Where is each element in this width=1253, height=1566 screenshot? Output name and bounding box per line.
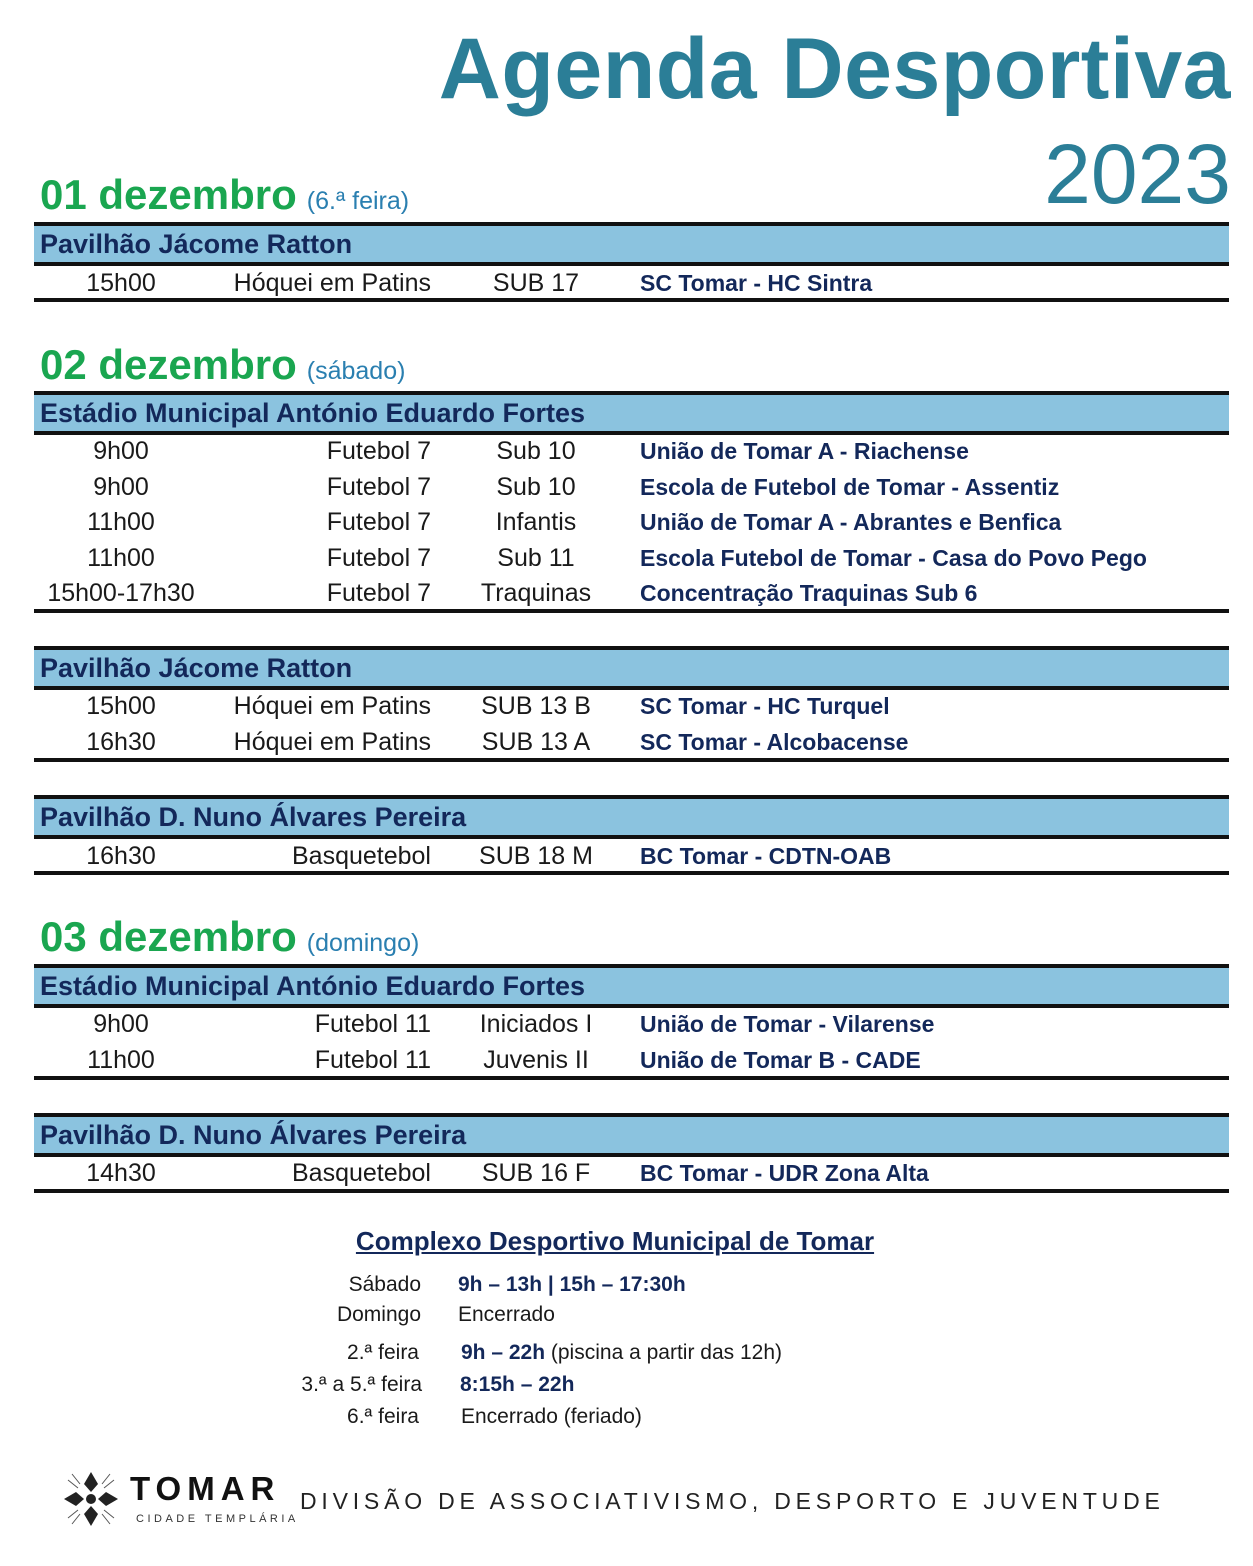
table-row bbox=[34, 541, 1229, 575]
hours-day: 3.ª a 5.ª feira bbox=[301, 1373, 422, 1396]
hours-time: 8:15h – 22h bbox=[460, 1373, 575, 1396]
day-weekday: (domingo) bbox=[306, 929, 420, 957]
game-category: Juvenis II bbox=[483, 1046, 589, 1074]
game-sport: Hóquei em Patins bbox=[233, 692, 431, 720]
day-date: 02 dezembro bbox=[40, 341, 297, 388]
game-sport: Hóquei em Patins bbox=[233, 728, 431, 756]
divider bbox=[34, 1076, 1229, 1080]
game-match: União de Tomar - Vilarense bbox=[640, 1011, 935, 1037]
hours-value bbox=[458, 1272, 686, 1298]
venue-header bbox=[34, 222, 1229, 266]
divider bbox=[34, 1189, 1229, 1193]
hours-value bbox=[461, 1404, 642, 1430]
venue-name: Pavilhão Jácome Ratton bbox=[40, 229, 353, 259]
venue-header bbox=[34, 795, 1229, 839]
table-row bbox=[34, 725, 1229, 759]
table-row bbox=[34, 576, 1229, 610]
game-sport: Futebol 7 bbox=[326, 544, 431, 572]
day-date: 03 dezembro bbox=[40, 913, 297, 960]
table-row bbox=[34, 434, 1229, 468]
game-time: 11h00 bbox=[87, 544, 155, 572]
divider bbox=[34, 609, 1229, 613]
table-row bbox=[34, 266, 1229, 300]
table-row bbox=[34, 689, 1229, 723]
game-category: SUB 13 B bbox=[481, 692, 591, 720]
day-heading bbox=[40, 341, 406, 388]
game-category: Sub 10 bbox=[496, 437, 576, 465]
game-match: Escola de Futebol de Tomar - Assentiz bbox=[640, 474, 1060, 500]
game-time: 11h00 bbox=[87, 1046, 155, 1074]
templar-cross-icon bbox=[62, 1470, 120, 1528]
game-match: SC Tomar - HC Sintra bbox=[640, 270, 873, 296]
venue-header bbox=[34, 391, 1229, 435]
table-row bbox=[34, 1043, 1229, 1077]
game-category: SUB 18 M bbox=[479, 842, 593, 870]
game-time: 15h00 bbox=[86, 692, 156, 720]
hours-day: 6.ª feira bbox=[347, 1405, 419, 1428]
game-match: BC Tomar - CDTN-OAB bbox=[640, 843, 892, 869]
division-name: DIVISÃO DE ASSOCIATIVISMO, DESPORTO E JUVENTUDE bbox=[300, 1488, 1165, 1514]
game-sport: Futebol 7 bbox=[326, 437, 431, 465]
hours-time: 9h – 22h bbox=[461, 1341, 546, 1364]
table-row bbox=[34, 505, 1229, 539]
day-weekday: (sábado) bbox=[306, 357, 406, 385]
table-row bbox=[34, 1007, 1229, 1041]
game-time: 15h00 bbox=[86, 269, 156, 297]
brand-name: TOMAR bbox=[130, 1470, 281, 1507]
game-match: BC Tomar - UDR Zona Alta bbox=[640, 1160, 929, 1186]
game-time: 15h00-17h30 bbox=[47, 579, 195, 607]
venue-header bbox=[34, 646, 1229, 690]
divider bbox=[34, 298, 1229, 302]
game-sport: Futebol 7 bbox=[326, 508, 431, 536]
game-time: 9h00 bbox=[93, 473, 149, 501]
venue-header bbox=[34, 964, 1229, 1008]
venue-name: Pavilhão D. Nuno Álvares Pereira bbox=[40, 802, 467, 832]
game-match: União de Tomar A - Abrantes e Benfica bbox=[640, 509, 1062, 535]
game-match: Concentração Traquinas Sub 6 bbox=[640, 580, 978, 606]
venue-name: Pavilhão D. Nuno Álvares Pereira bbox=[40, 1120, 467, 1150]
game-sport: Basquetebol bbox=[291, 1159, 431, 1187]
game-category: Sub 11 bbox=[497, 544, 575, 572]
game-match: SC Tomar - HC Turquel bbox=[640, 693, 890, 719]
day-heading bbox=[40, 171, 410, 218]
game-category: Traquinas bbox=[480, 579, 592, 607]
divider bbox=[34, 758, 1229, 762]
game-time: 14h30 bbox=[86, 1159, 156, 1187]
table-row bbox=[34, 470, 1229, 504]
game-category: Sub 10 bbox=[496, 473, 576, 501]
table-row bbox=[34, 839, 1229, 873]
game-time: 9h00 bbox=[93, 437, 149, 465]
game-match: SC Tomar - Alcobacense bbox=[640, 729, 909, 755]
game-time: 9h00 bbox=[93, 1010, 149, 1038]
hours-day: Sábado bbox=[348, 1273, 421, 1296]
game-match: Escola Futebol de Tomar - Casa do Povo Pego bbox=[640, 545, 1147, 571]
day-weekday: (6.ª feira) bbox=[306, 187, 410, 215]
hours-time: 9h – 13h | 15h – 17:30h bbox=[458, 1273, 686, 1296]
game-time: 16h30 bbox=[86, 842, 156, 870]
game-sport: Futebol 11 bbox=[314, 1046, 431, 1074]
hours-note: (piscina a partir das 12h) bbox=[545, 1341, 782, 1364]
venue-name: Estádio Municipal António Eduardo Fortes bbox=[40, 398, 586, 428]
venue-header bbox=[34, 1113, 1229, 1157]
game-category: SUB 16 F bbox=[481, 1159, 591, 1187]
game-category: Iniciados I bbox=[479, 1010, 593, 1038]
footer bbox=[62, 1468, 1182, 1538]
brand-subtitle: CIDADE TEMPLÁRIA bbox=[136, 1513, 299, 1525]
game-sport: Basquetebol bbox=[291, 842, 431, 870]
game-time: 16h30 bbox=[86, 728, 156, 756]
page-year: 2023 bbox=[1044, 127, 1231, 221]
complex-title: Complexo Desportivo Municipal de Tomar bbox=[355, 1226, 875, 1256]
game-sport: Hóquei em Patins bbox=[233, 269, 431, 297]
day-date: 01 dezembro bbox=[40, 171, 297, 218]
hours-value bbox=[460, 1372, 574, 1398]
game-category: Infantis bbox=[495, 508, 577, 536]
venue-name: Estádio Municipal António Eduardo Fortes bbox=[40, 971, 586, 1001]
venue-name: Pavilhão Jácome Ratton bbox=[40, 653, 353, 683]
hours-note: Encerrado bbox=[458, 1303, 555, 1326]
game-match: União de Tomar A - Riachense bbox=[640, 438, 969, 464]
hours-day: Domingo bbox=[336, 1303, 421, 1326]
hours-value bbox=[461, 1340, 782, 1366]
hours-value bbox=[458, 1302, 555, 1328]
table-row bbox=[34, 1156, 1229, 1190]
game-match: União de Tomar B - CADE bbox=[640, 1047, 921, 1073]
hours-day: 2.ª feira bbox=[347, 1341, 419, 1364]
game-category: SUB 17 bbox=[492, 269, 580, 297]
game-category: SUB 13 A bbox=[481, 728, 591, 756]
game-sport: Futebol 11 bbox=[314, 1010, 431, 1038]
hours-note: Encerrado (feriado) bbox=[461, 1405, 642, 1428]
divider bbox=[34, 871, 1229, 875]
game-sport: Futebol 7 bbox=[326, 473, 431, 501]
day-heading bbox=[40, 913, 420, 960]
page-title: Agenda Desportiva bbox=[438, 21, 1231, 117]
game-sport: Futebol 7 bbox=[326, 579, 431, 607]
game-time: 11h00 bbox=[87, 508, 155, 536]
